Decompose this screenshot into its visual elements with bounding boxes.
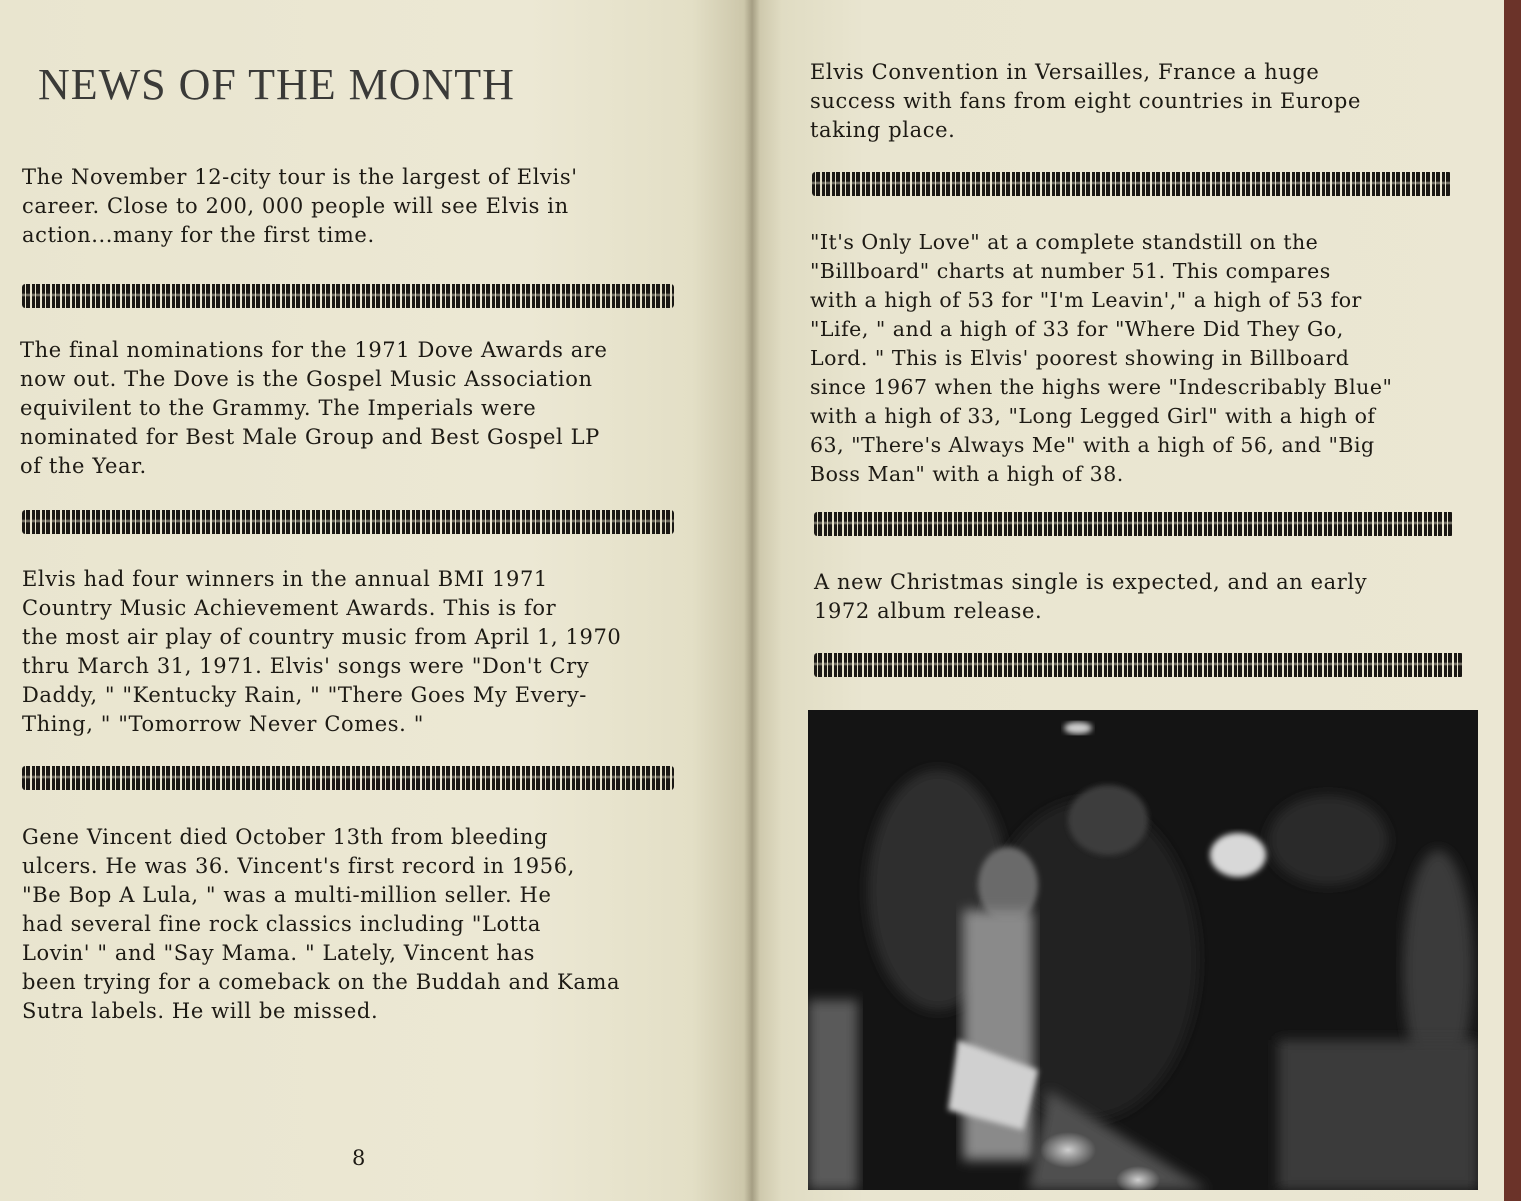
news-item-christmas-single: A new Christmas single is expected, and an early 1972 album release. [814, 570, 1368, 623]
concert-photo [808, 710, 1478, 1190]
ornamental-divider [22, 284, 674, 308]
page-number: 8 [352, 1146, 366, 1170]
concert-photo-image [808, 710, 1478, 1190]
ornamental-divider [812, 172, 1452, 196]
book-spine-shadow [744, 0, 760, 1201]
ornamental-divider [814, 512, 1454, 536]
ornamental-divider [814, 653, 1464, 677]
ornamental-divider [22, 510, 674, 534]
news-item-bmi-awards: Elvis had four winners in the annual BMI 1971 Country Music Achievement Awards. This is for the most air play of country music from April 1, 1970 thru March 31, 1971. Elvis' songs were "Don't Cry Daddy, " "Kentucky Rain, " "There Goes My Every- Thing, " "Tomorrow Never Comes. " [22, 567, 622, 736]
news-item-billboard: "It's Only Love" at a complete standstill on the "Billboard" charts at number 51. This compares with a high of 53 for "I'm Leavin'," a high of 53 for "Life, " and a high of 33 for "Where Did They Go, Lord. " This is Elvis' poorest showing in Billboard since 1967 when the highs were "Indescribably Blue" with a high of 33, "Long Legged Girl" with a high of 63, "There's Always Me" with a high of 56, and "Big Boss Man" with a high of 38. [810, 230, 1393, 486]
page-title: NEWS OF THE MONTH [38, 60, 515, 110]
news-item-tour: The November 12-city tour is the largest of Elvis' career. Close to 200, 000 people will see Elvis in action...many for the first time. [22, 165, 578, 247]
news-item-gene-vincent: Gene Vincent died October 13th from bleeding ulcers. He was 36. Vincent's first record in 1956, "Be Bop A Lula, " was a multi-million seller. He had several fine rock classics including "Lotta Lovin' " and "Say Mama. " Lately, Vincent has been trying for a comeback on the Buddah and Kama Sutra labels. He will be missed. [22, 825, 621, 1023]
news-item-convention: Elvis Convention in Versailles, France a huge success with fans from eight countries in Europe taking place. [810, 60, 1362, 142]
ornamental-divider [22, 766, 674, 790]
news-item-dove-awards: The final nominations for the 1971 Dove Awards are now out. The Dove is the Gospel Music Association equivilent to the Grammy. The Imperials were nominated for Best Male Group and Best Gospel LP of the Year. [20, 338, 608, 478]
left-page [0, 0, 752, 1201]
